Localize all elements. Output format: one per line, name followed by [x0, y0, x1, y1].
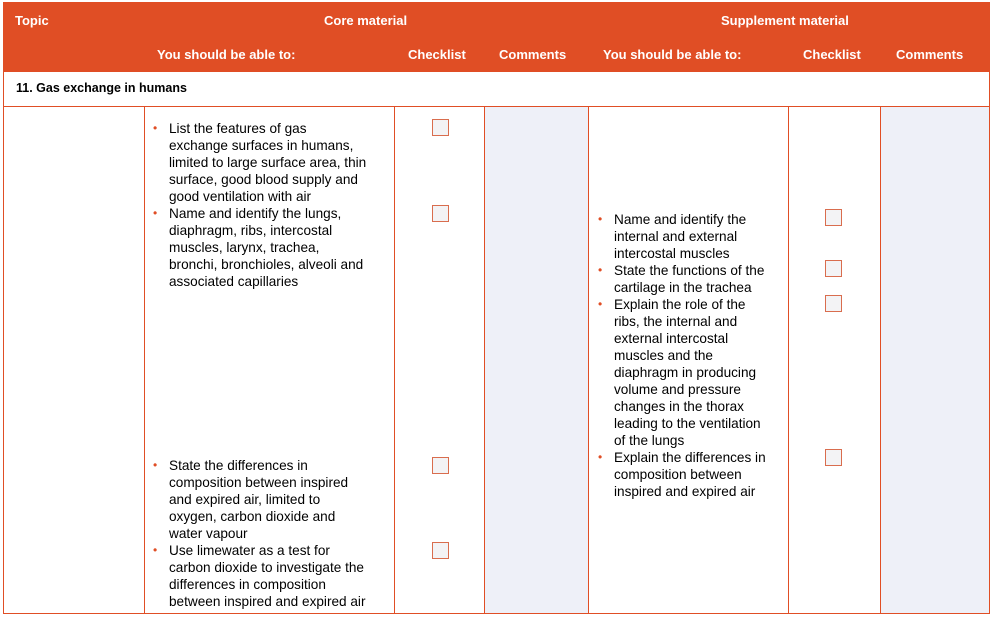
core-item-4: [147, 542, 365, 610]
supp-checkbox-1[interactable]: [825, 209, 842, 226]
table-header: [3, 2, 990, 72]
bullet-icon: •: [153, 206, 158, 220]
bullet-icon: •: [598, 450, 603, 464]
supp-item-1: [592, 211, 746, 262]
core-comments-cell[interactable]: [484, 106, 590, 614]
core-comments-heading: Comments: [499, 47, 567, 62]
topic-row: [3, 72, 990, 107]
core-able-heading: You should be able to:: [157, 47, 296, 62]
core-item-3: [147, 457, 348, 542]
supp-item-1-text: Name and identify the internal and external intercostal muscles: [614, 212, 747, 261]
supp-item-2-text: State the functions of the cartilage in the trachea: [614, 263, 765, 295]
supp-checklist-cell: [788, 106, 882, 614]
bullet-icon: •: [153, 543, 158, 557]
supp-checkbox-2[interactable]: [825, 260, 842, 277]
core-checkbox-3[interactable]: [432, 457, 449, 474]
core-items-cell: [144, 106, 396, 614]
core-item-2: [147, 205, 363, 290]
core-checkbox-1[interactable]: [432, 119, 449, 136]
topic-cell: [3, 106, 146, 614]
supp-item-3-text: Explain the role of the ribs, the internal and external intercostal muscles and the diaphragm in producing volume and pressure changes in the thorax leading to the ventilation of the lungs: [614, 297, 761, 448]
core-item-4-text: Use limewater as a test for carbon dioxide to investigate the differences in composition between inspired and expired air: [169, 543, 366, 609]
topic-title: 11. Gas exchange in humans: [16, 81, 187, 95]
supplement-items-cell: [588, 106, 790, 614]
bullet-icon: •: [598, 212, 603, 226]
core-checkbox-4[interactable]: [432, 542, 449, 559]
bullet-icon: •: [153, 121, 158, 135]
bullet-icon: •: [598, 297, 603, 311]
core-checkbox-2[interactable]: [432, 205, 449, 222]
header-supplement-material: Supplement material: [721, 13, 849, 28]
supp-item-4: [592, 449, 766, 500]
core-checklist-cell: [394, 106, 486, 614]
core-checklist-heading: Checklist: [408, 47, 466, 62]
bullet-icon: •: [153, 458, 158, 472]
supp-item-2: [592, 262, 764, 296]
core-item-1: [147, 120, 366, 205]
bullet-icon: •: [598, 263, 603, 277]
core-item-2-text: Name and identify the lungs, diaphragm, ribs, intercostal muscles, larynx, trachea, bronchi, bronchioles, alveoli and associated capillaries: [169, 206, 364, 289]
supp-checklist-heading: Checklist: [803, 47, 861, 62]
content-row: [3, 106, 990, 615]
supp-comments-heading: Comments: [896, 47, 964, 62]
supp-checkbox-3[interactable]: [825, 295, 842, 312]
supp-checkbox-4[interactable]: [825, 449, 842, 466]
header-core-material: Core material: [324, 13, 408, 28]
supp-item-4-text: Explain the differences in composition between inspired and expired air: [614, 450, 766, 499]
supp-able-heading: You should be able to:: [603, 47, 742, 62]
revision-checklist-table: [3, 2, 990, 615]
header-topic: Topic: [15, 13, 49, 28]
supp-comments-cell[interactable]: [880, 106, 990, 614]
core-item-3-text: State the differences in composition between inspired and expired air, limited to oxygen, carbon dioxide and water vapour: [169, 458, 349, 541]
core-item-1-text: List the features of gas exchange surfaces in humans, limited to large surface area, thin surface, good blood supply and good ventilation with air: [169, 121, 367, 204]
supp-item-3: [592, 296, 761, 449]
